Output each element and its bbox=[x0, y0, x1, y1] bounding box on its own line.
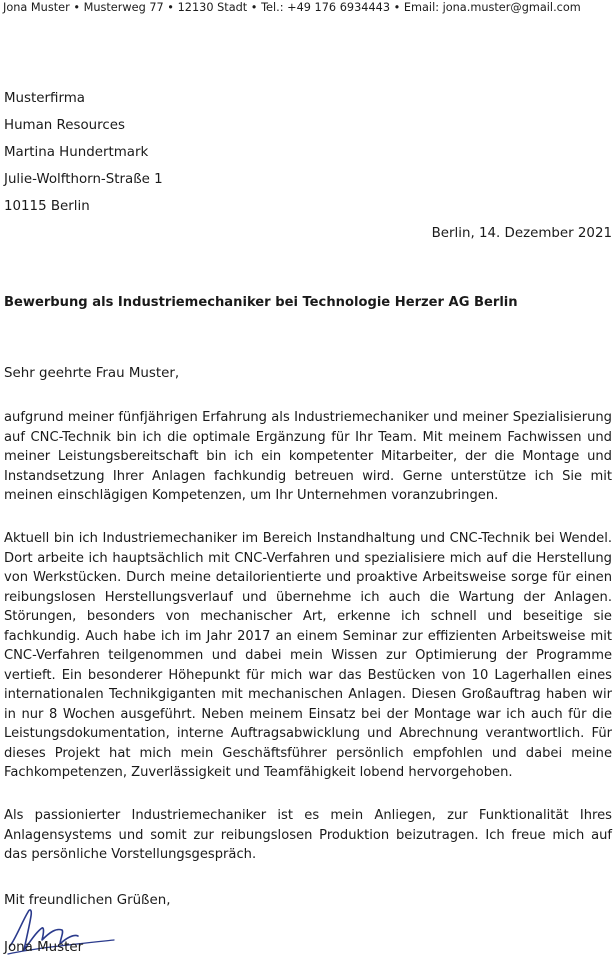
paragraph-intro: aufgrund meiner fünfjährigen Erfahrung als Industriemechaniker und meiner Spezialisierung auf CNC-Technik bin ich die optimale Ergänzung für Ihr Team. Mit meinem Fachwissen und meiner Leistungsbereitschaft bin ich ein kompetenter Mitarbeiter, der die Montage und Instandsetzung Ihrer Anlagen fachkundig betreuen wird. Gerne unterstütze ich Sie mit meinen einschlägigen Kompetenzen, um Ihr Unternehmen voranzubringen. bbox=[4, 410, 612, 503]
salutation: Sehr geehrte Frau Muster, bbox=[4, 366, 180, 381]
letter-date: Berlin, 14. Dezember 2021 bbox=[431, 226, 612, 241]
recipient-company: Musterfirma bbox=[4, 91, 85, 106]
paragraph-conclusion: Als passionierter Industriemechaniker ist es mein Anliegen, zur Funktionalität Ihres Anlagensystems und somit zur reibungslosen Produktion beizutragen. Ich freue mich auf das persönliche Vorstellungsgespräch. bbox=[4, 808, 612, 862]
recipient-department: Human Resources bbox=[4, 118, 125, 133]
closing: Mit freundlichen Grüßen, bbox=[4, 893, 171, 908]
sender-contact-line: Jona Muster • Musterweg 77 • 12130 Stadt • Tel.: +49 176 6934443 • Email: jona.muster@gmail.com bbox=[3, 1, 581, 14]
recipient-city: 10115 Berlin bbox=[4, 199, 90, 214]
sender-name: Jona Muster bbox=[4, 940, 84, 955]
letter-subject: Bewerbung als Industriemechaniker bei Technologie Herzer AG Berlin bbox=[4, 295, 518, 310]
paragraph-experience: Aktuell bin ich Industriemechaniker im Bereich Instandhaltung und CNC-Technik bei Wendel. Dort arbeite ich hauptsächlich mit CNC-Verfahren und spezialisiere mich auf die Herstellung von Werkstücken. Durch meine detailorientierte und proaktive Arbeitsweise sorge für einen reibungslosen Herstellungsverlauf und übernehme ich auch die Wartung der Anlagen. Störungen, besonders von mechanischer Art, erkenne ich schnell und beseitige sie fachkundig. Auch habe ich im Jahr 2017 an einem Seminar zur effizienten Arbeitsweise mit CNC-Verfahren teilgenommen und dabei mein Wissen zur Optimierung der Programme vertieft. Ein besonderer Höhepunkt für mich war das Bestücken von 10 Lagerhallen eines internationalen Technikgiganten mit mechanischen Anlagen. Diesen Großauftrag haben wir in nur 8 Wochen ausgeführt. Neben meinem Einsatz bei der Montage war ich auch für die Leistungsdokumentation, interne Auftragsabwicklung und Abrechnung verantwortlich. Für dieses Projekt hat mich mein Geschäftsführer persönlich empfohlen und dabei meine Fachkompetenzen, Zuverlässigkeit und Teamfähigkeit lobend hervorgehoben. bbox=[4, 531, 612, 780]
recipient-person: Martina Hundertmark bbox=[4, 145, 149, 160]
recipient-street: Julie-Wolfthorn-Straße 1 bbox=[4, 172, 163, 187]
